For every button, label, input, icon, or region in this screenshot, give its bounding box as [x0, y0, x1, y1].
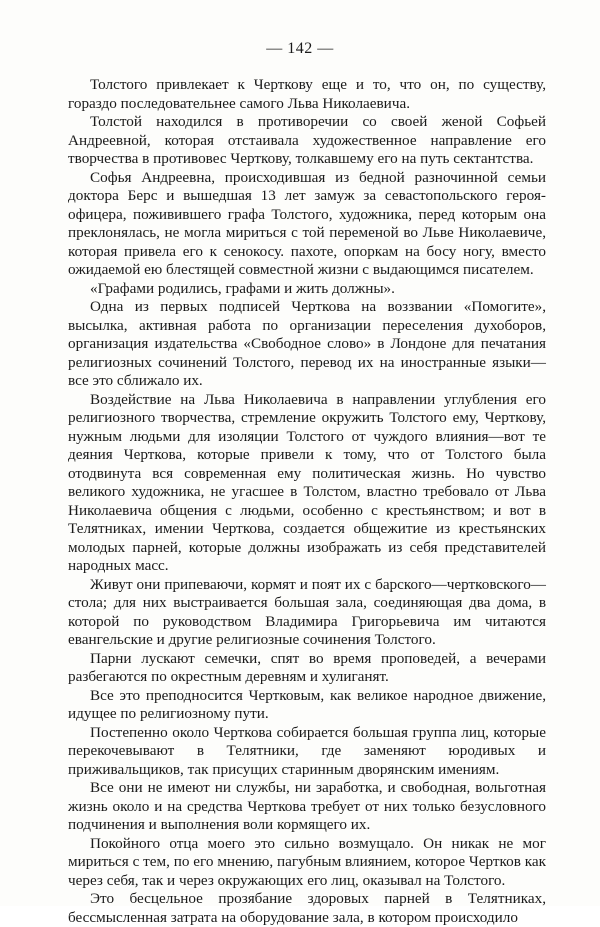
page-number: — 142 — [266, 40, 334, 57]
paragraph: Парни лускают семечки, спят во время проповедей, а вечерами разбегаются по окрестным деревням и хулиганят. [68, 649, 546, 685]
paragraph: Воздействие на Льва Николаевича в направлении углубления его религиозного творчества, стремление окружить Толстого ему, Черткову, нужным людьми для изоляции Толстого от чуждого влияния—вот те деяния Черткова, которые привели к тому, что от Толстого была отодвинута вся современная ему политическая жизнь. Но чувство великого художника, не угасшее в Толстом, властно требовало от Льва Николаевича общения с людьми, особенно с крестьянством; и вот в Телятниках, имении Черткова, создается общежитие из крестьянских молодых парней, которые должны изображать из себя представителей народных масс. [68, 390, 546, 574]
paragraph: Все они не имеют ни службы, ни заработка, и свободная, вольготная жизнь около и на средства Черткова требует от них только безусловного подчинения и выполнения воли кормящего их. [68, 779, 546, 833]
paragraph: Живут они припеваючи, кормят и поят их с барского—чертковского—стола; для них выстраивается большая зала, соединяющая два дома, в которой по руководством Владимира Григорьевича им читаются евангельские и другие религиозные сочинения Толстого. [68, 575, 546, 648]
paragraph: Одна из первых подписей Черткова на воззвании «Помогите», высылка, активная работа по организации переселения духоборов, организация издательства «Свободное слово» в Лондоне для печатания религиозных сочинений Толстого, перевод их на иностранные языки—все это сближало их. [68, 298, 546, 389]
paragraph: Постепенно около Черткова собирается большая группа лиц, которые перекочевывают в Телятники, где заменяют юродивых и приживальщиков, так присущих старинным дворянским имениям. [68, 723, 546, 778]
paragraph: Толстой находился в противоречии со своей женой Софьей Андреевной, которая отстаивала художественное направление его творчества в противовес Черткову, толкавшему его на путь сектантства. [68, 113, 546, 167]
paragraph: Это бесцельное прозябание здоровых парней в Телятниках, бессмысленная затрата на оборудование зала, в котором происходило [68, 890, 546, 926]
paragraph: Все это преподносится Чертковым, как великое народное движение, идущее по религиозному пути. [68, 686, 546, 722]
paragraph: Софья Андреевна, происходившая из бедной разночинной семьи доктора Берс и вышедшая 13 лет замуж за севастопольского героя-офицера, поживившего графа Толстого, художника, перед которым она преклонялась, не могла мириться с той переменой во Льве Николаевиче, которая привела его к сенокосу. пахоте, опоркам на босу ногу, вместо ожидаемой ею блестящей совместной жизни с выдающимся писателем. [68, 168, 546, 278]
paragraph: «Графами родились, графами и жить должны». [90, 279, 395, 297]
paragraph: Толстого привлекает к Черткову еще и то, что он, по существу, гораздо последовательнее самого Льва Николаевича. [68, 76, 546, 112]
paragraph: Покойного отца моего это сильно возмущало. Он никак не мог мириться с тем, по его мнению, пагубным влиянием, которое Чертков как через себя, так и через окружающих его лиц, оказывал на Толстого. [68, 834, 546, 889]
body-text [68, 76, 546, 927]
